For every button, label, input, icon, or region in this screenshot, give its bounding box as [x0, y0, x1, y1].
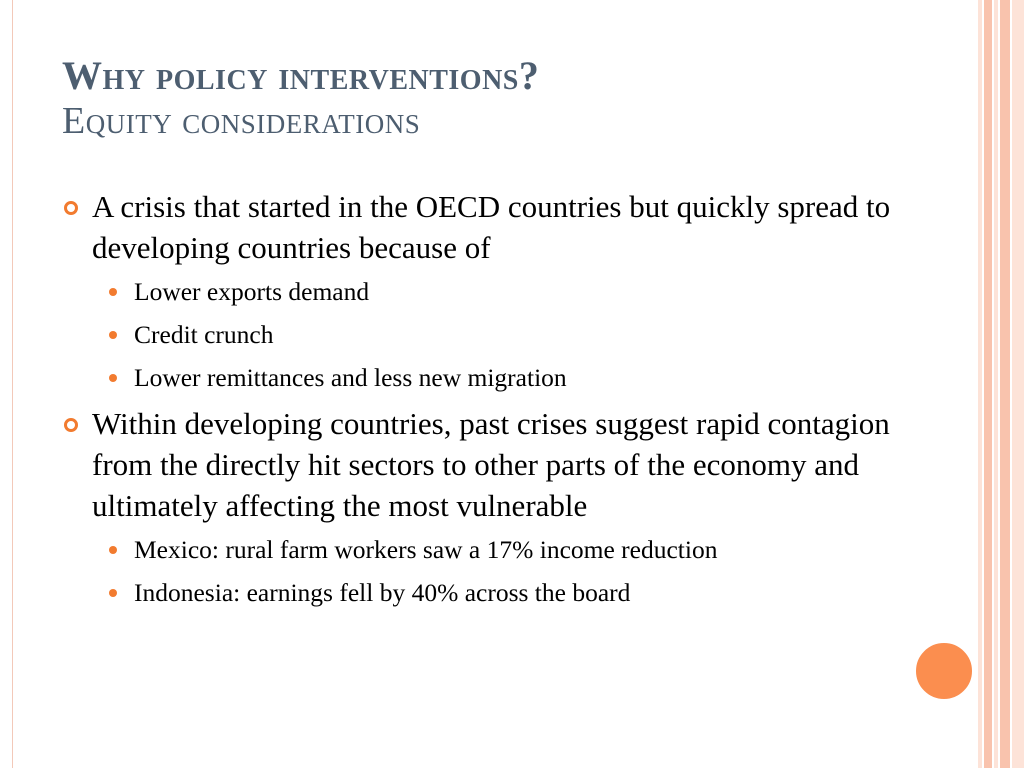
title-line-2: Equity considerations	[62, 100, 421, 142]
left-border-line	[12, 0, 13, 768]
bullet-item	[62, 186, 902, 395]
orange-circle-decoration	[913, 640, 975, 702]
bullet-text: A crisis that started in the OECD countries but quickly spread to developing countries because of	[92, 189, 891, 265]
dot-bullet-icon	[109, 546, 117, 554]
stripe	[1012, 0, 1024, 768]
hollow-circle-bullet-icon	[64, 201, 78, 215]
bullet-text: Within developing countries, past crises suggest rapid contagion from the directly hit sectors to other parts of the economy and ultimately affecting the most vulnerable	[92, 406, 890, 523]
stripe	[994, 0, 998, 768]
hollow-circle-bullet-icon	[64, 418, 78, 432]
right-decorative-stripes	[978, 0, 1024, 768]
sub-bullet-item	[92, 532, 902, 567]
slide-body	[62, 186, 902, 618]
sub-bullet-list	[92, 532, 902, 610]
stripe	[984, 0, 992, 768]
sub-bullet-text: Credit crunch	[134, 320, 274, 349]
dot-bullet-icon	[109, 288, 117, 296]
sub-bullet-item	[92, 360, 902, 395]
sub-bullet-text: Indonesia: earnings fell by 40% across the board	[134, 578, 631, 607]
sub-bullet-text: Lower exports demand	[134, 277, 370, 306]
sub-bullet-text: Mexico: rural farm workers saw a 17% income reduction	[134, 535, 718, 564]
slide-title	[62, 53, 942, 142]
sub-bullet-list	[92, 274, 902, 395]
sub-bullet-item	[92, 575, 902, 610]
dot-bullet-icon	[109, 331, 117, 339]
dot-bullet-icon	[109, 374, 117, 382]
dot-bullet-icon	[109, 589, 117, 597]
sub-bullet-text: Lower remittances and less new migration	[134, 363, 567, 392]
sub-bullet-item	[92, 274, 902, 309]
sub-bullet-item	[92, 317, 902, 352]
stripe	[1000, 0, 1010, 768]
title-line-1: Why policy interventions?	[62, 53, 540, 98]
bullet-item	[62, 403, 902, 610]
stripe	[978, 0, 982, 768]
